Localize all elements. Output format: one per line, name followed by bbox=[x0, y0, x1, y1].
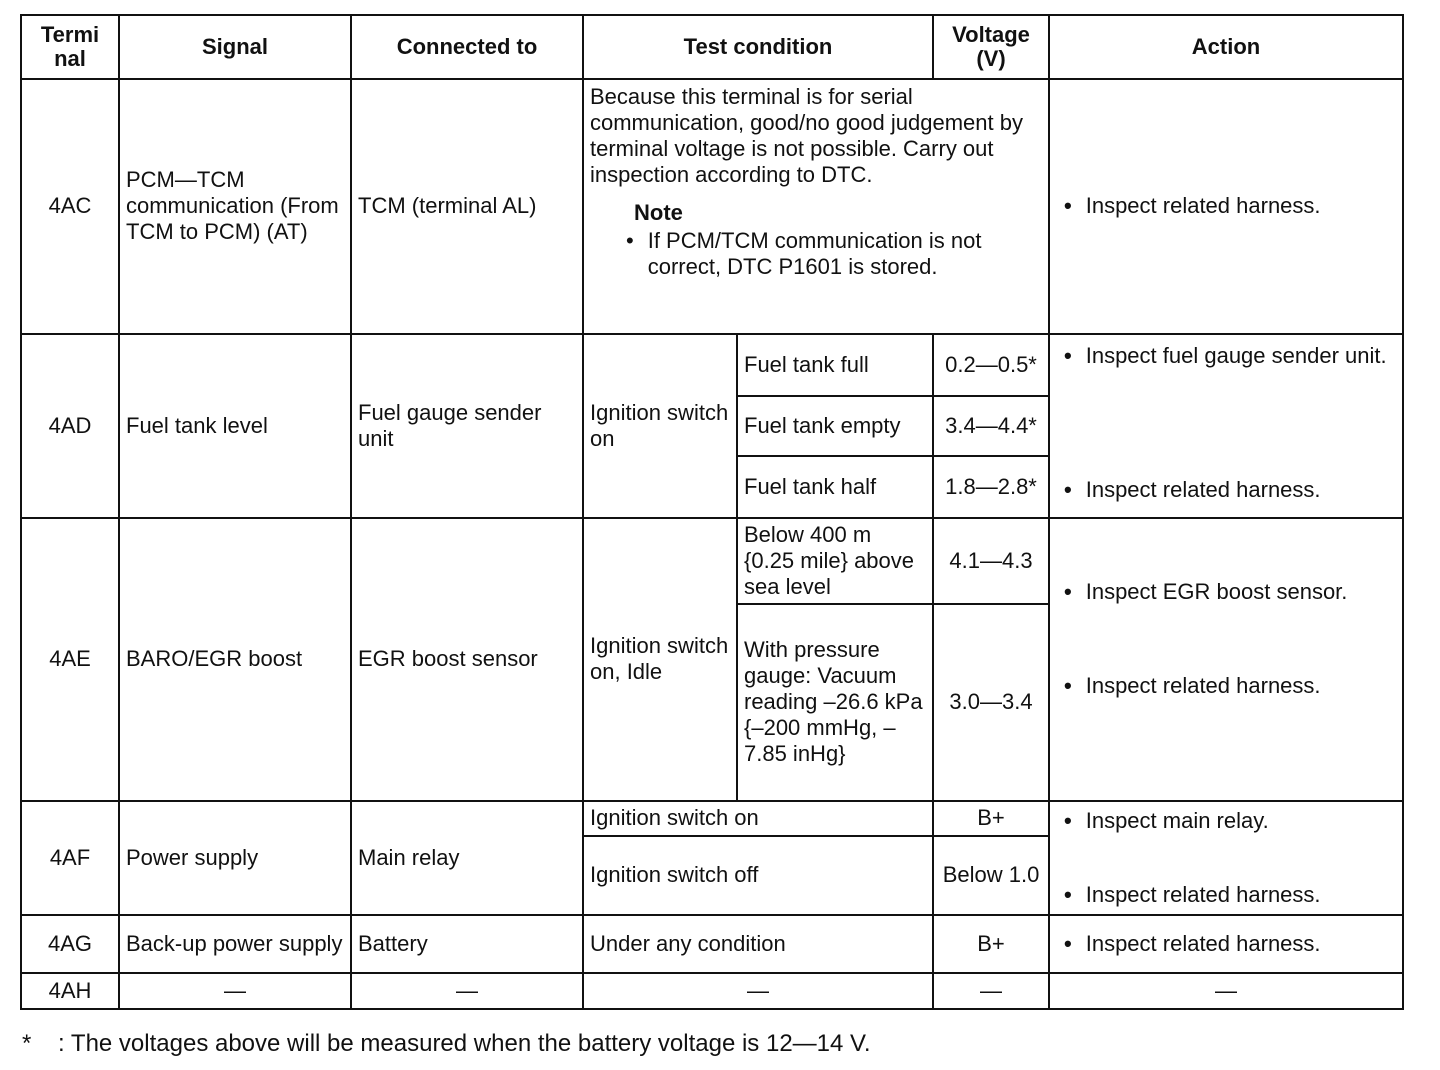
action-item bbox=[1064, 343, 1396, 369]
condition-cell: Ignition switch on bbox=[583, 334, 737, 518]
signal-cell: BARO/EGR boost bbox=[119, 518, 351, 801]
condition-cell: Ignition switch off bbox=[583, 836, 933, 915]
note-title: Note bbox=[634, 200, 683, 226]
condition-cell: Under any condition bbox=[583, 915, 933, 973]
connected-to-cell: EGR boost sensor bbox=[351, 518, 583, 801]
bullet-icon: • bbox=[626, 228, 634, 254]
condition-cell: Ignition switch on, Idle bbox=[583, 518, 737, 801]
action-item bbox=[1064, 673, 1396, 699]
table-row-4ad bbox=[21, 334, 1403, 396]
bullet-icon: • bbox=[1064, 342, 1072, 368]
condition-cell: Ignition switch on bbox=[583, 801, 933, 836]
voltage-cell: B+ bbox=[933, 915, 1049, 973]
condition-cell: — bbox=[583, 973, 933, 1009]
action-item bbox=[1064, 477, 1396, 503]
terminal-cell: 4AC bbox=[21, 79, 119, 334]
terminal-cell: 4AG bbox=[21, 915, 119, 973]
signal-cell: PCM—TCM communication (From TCM to PCM) (AT) bbox=[119, 79, 351, 334]
sub-condition-cell: Below 400 m {0.25 mile} above sea level bbox=[737, 518, 933, 604]
action-cell bbox=[1049, 915, 1403, 973]
voltage-cell: 1.8—2.8* bbox=[933, 456, 1049, 518]
bullet-icon: • bbox=[1064, 881, 1072, 907]
bullet-icon: • bbox=[1064, 673, 1072, 699]
connected-to-cell: Fuel gauge sender unit bbox=[351, 334, 583, 518]
sub-condition-cell: Fuel tank empty bbox=[737, 396, 933, 456]
action-cell bbox=[1049, 518, 1403, 801]
action-text: Inspect related harness. bbox=[1085, 476, 1321, 502]
action-item bbox=[1064, 882, 1396, 908]
bullet-icon: • bbox=[1064, 193, 1072, 219]
header-test-condition: Test condition bbox=[583, 15, 933, 79]
action-item bbox=[1064, 193, 1396, 219]
table-row-4ah bbox=[21, 973, 1403, 1009]
table-row-4ag bbox=[21, 915, 1403, 973]
condition-cell bbox=[583, 79, 1049, 334]
header-terminal: Termi nal bbox=[21, 15, 119, 79]
bullet-icon: • bbox=[1064, 476, 1072, 502]
condition-text: Because this terminal is for serial communication, good/no good judgement by terminal voltage is not possible. Carry out inspection according to DTC. bbox=[590, 84, 1023, 188]
header-signal: Signal bbox=[119, 15, 351, 79]
action-text: Inspect fuel gauge sender unit. bbox=[1085, 342, 1387, 368]
signal-cell: Back-up power supply bbox=[119, 915, 351, 973]
terminal-cell: 4AF bbox=[21, 801, 119, 915]
action-text: Inspect main relay. bbox=[1085, 807, 1269, 833]
voltage-cell: 0.2—0.5* bbox=[933, 334, 1049, 396]
header-voltage: Voltage (V) bbox=[933, 15, 1049, 79]
footnote-symbol: * bbox=[22, 1030, 32, 1057]
footnote-text: : The voltages above will be measured when the battery voltage is 12—14 V. bbox=[58, 1030, 871, 1057]
sub-condition-cell: With pressure gauge: Vacuum reading –26.6 kPa {–200 mmHg, –7.85 inHg} bbox=[737, 604, 933, 800]
action-cell bbox=[1049, 334, 1403, 518]
voltage-cell: B+ bbox=[933, 801, 1049, 836]
bullet-icon: • bbox=[1064, 930, 1072, 956]
action-text: Inspect related harness. bbox=[1085, 881, 1321, 907]
terminal-cell: 4AD bbox=[21, 334, 119, 518]
header-row bbox=[21, 15, 1403, 79]
action-cell: — bbox=[1049, 973, 1403, 1009]
bullet-icon: • bbox=[1064, 579, 1072, 605]
voltage-cell: 4.1—4.3 bbox=[933, 518, 1049, 604]
action-text: Inspect related harness. bbox=[1085, 673, 1321, 699]
voltage-cell: 3.4—4.4* bbox=[933, 396, 1049, 456]
header-connected-to: Connected to bbox=[351, 15, 583, 79]
header-action: Action bbox=[1049, 15, 1403, 79]
action-item bbox=[1064, 579, 1396, 605]
terminal-inspection-table bbox=[20, 14, 1404, 1010]
action-item bbox=[1064, 931, 1396, 957]
signal-cell: Power supply bbox=[119, 801, 351, 915]
sub-condition-cell: Fuel tank full bbox=[737, 334, 933, 396]
action-text: Inspect related harness. bbox=[1085, 193, 1321, 219]
table-row-4ac bbox=[21, 79, 1403, 334]
terminal-cell: 4AE bbox=[21, 518, 119, 801]
voltage-cell: Below 1.0 bbox=[933, 836, 1049, 915]
action-text: Inspect EGR boost sensor. bbox=[1085, 579, 1348, 605]
table-row-4ae bbox=[21, 518, 1403, 604]
note-item bbox=[626, 228, 1042, 280]
signal-cell: Fuel tank level bbox=[119, 334, 351, 518]
action-item bbox=[1064, 808, 1396, 834]
action-cell bbox=[1049, 79, 1403, 334]
voltage-cell: — bbox=[933, 973, 1049, 1009]
bullet-icon: • bbox=[1064, 807, 1072, 833]
voltage-cell: 3.0—3.4 bbox=[933, 604, 1049, 800]
note-item-text: If PCM/TCM communication is not correct, DTC P1601 is stored. bbox=[647, 228, 982, 280]
action-text: Inspect related harness. bbox=[1085, 930, 1321, 956]
signal-cell: — bbox=[119, 973, 351, 1009]
connected-to-cell: — bbox=[351, 973, 583, 1009]
connected-to-cell: Battery bbox=[351, 915, 583, 973]
footnote bbox=[22, 1030, 871, 1058]
action-cell bbox=[1049, 801, 1403, 915]
connected-to-cell: Main relay bbox=[351, 801, 583, 915]
connected-to-cell: TCM (terminal AL) bbox=[351, 79, 583, 334]
table-row-4af bbox=[21, 801, 1403, 836]
sub-condition-cell: Fuel tank half bbox=[737, 456, 933, 518]
terminal-cell: 4AH bbox=[21, 973, 119, 1009]
